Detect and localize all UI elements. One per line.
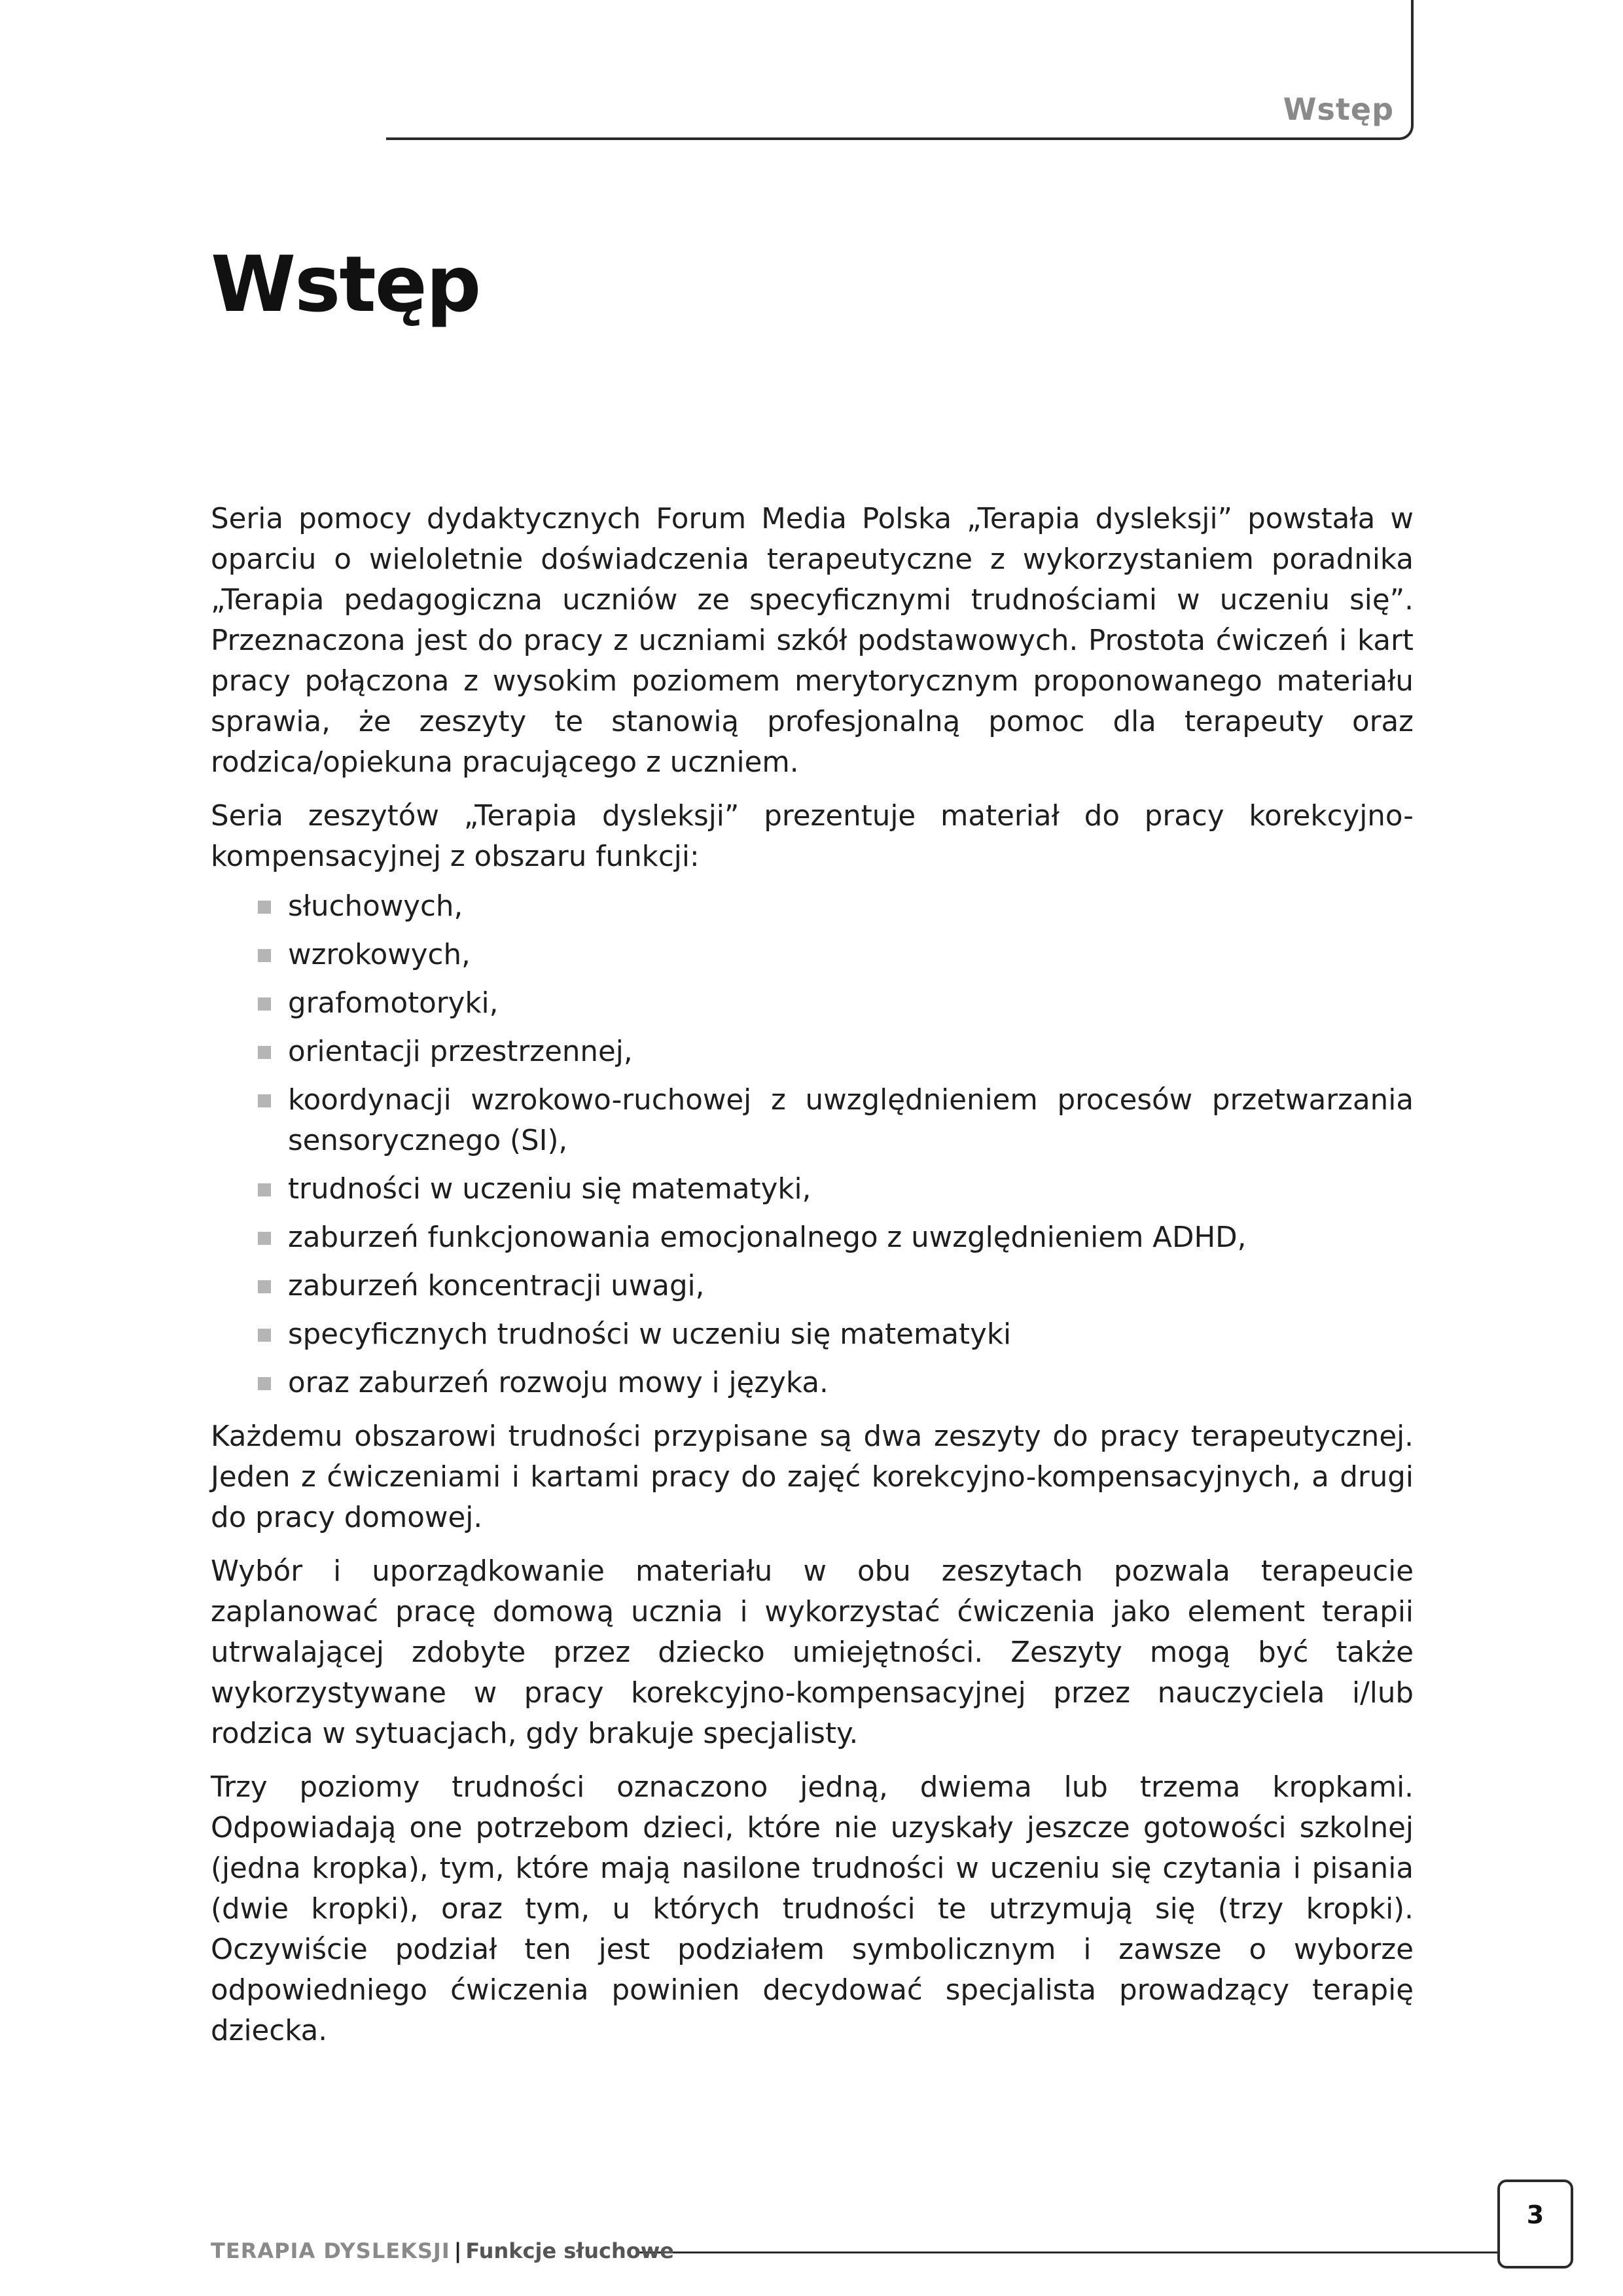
- square-bullet-icon: [258, 1329, 271, 1342]
- list-item: [211, 935, 1414, 975]
- page-title: Wstęp: [211, 239, 480, 329]
- list-item: [211, 886, 1414, 927]
- list-item-text: wzrokowych,: [288, 939, 471, 971]
- list-item-text: zaburzeń koncentracji uwagi,: [288, 1270, 705, 1302]
- list-item-text: grafomotoryki,: [288, 987, 499, 1020]
- footer: [211, 2238, 674, 2263]
- square-bullet-icon: [258, 1232, 271, 1245]
- list-item: [211, 1363, 1414, 1403]
- square-bullet-icon: [258, 1183, 271, 1196]
- list-item: [211, 1080, 1414, 1161]
- body-paragraph: Trzy poziomy trudności oznaczono jedną, dwiema lub trzema kropkami. Odpowiadają one potrzebom dzieci, które nie uzyskały jeszcze gotowości szkolnej (jedna kropka), tym, które mają nasilone trudności w uczeniu się czytania i pisania (dwie kropki), oraz tym, u których trudności te utrzymują się (trzy kropki). Oczywiście podział ten jest podziałem symbolicznym i zawsze o wyborze odpowiedniego ćwiczenia powinien decydować specjalista prowadzący terapię dziecka.: [211, 1771, 1414, 2047]
- intro-paragraph: Seria zeszytów „Terapia dysleksji” prezentuje materiał do pracy korekcyjno-kompensacyjnej z obszaru funkcji:: [211, 800, 1414, 873]
- list-item-text: zaburzeń funkcjonowania emocjonalnego z uwzględnieniem ADHD,: [288, 1221, 1247, 1254]
- functions-list: [211, 886, 1414, 1403]
- running-header-title: Wstęp: [1283, 92, 1394, 127]
- list-item-text: trudności w uczeniu się matematyki,: [288, 1173, 812, 1206]
- square-bullet-icon: [258, 1046, 271, 1059]
- footer-series-title: TERAPIA DYSLEKSJI: [211, 2238, 450, 2263]
- list-item-text: słuchowych,: [288, 890, 463, 923]
- body-paragraph: Wybór i uporządkowanie materiału w obu zeszytach pozwala terapeucie zaplanować pracę domową ucznia i wykorzystać ćwiczenia jako element terapii utrwalającej zdobyte przez dziecko umiejętności. Zeszyty mogą być także wykorzystywane w pracy korekcyjno-kompensacyjnej przez nauczyciela i/lub rodzica w sytuacjach, gdy brakuje specjalisty.: [211, 1555, 1414, 1750]
- list-item-text: oraz zaburzeń rozwoju mowy i języka.: [288, 1367, 829, 1399]
- list-item-text: koordynacji wzrokowo-ruchowej z uwzględnieniem procesów przetwarzania sensorycznego (SI),: [288, 1084, 1414, 1157]
- list-item: [211, 983, 1414, 1024]
- square-bullet-icon: [258, 901, 271, 914]
- footer-separator: |: [454, 2238, 462, 2263]
- footer-section-title: Funkcje słuchowe: [465, 2238, 674, 2263]
- list-item-text: orientacji przestrzennej,: [288, 1035, 633, 1068]
- square-bullet-icon: [258, 1280, 271, 1293]
- body-paragraph: Każdemu obszarowi trudności przypisane są dwa zeszyty do pracy terapeutycznej. Jeden z ćwiczeniami i kartami pracy do zajęć korekcyjno-kompensacyjnych, a drugi do pracy domowej.: [211, 1420, 1414, 1534]
- square-bullet-icon: [258, 1094, 271, 1107]
- list-item-text: specyficznych trudności w uczeniu się matematyki: [288, 1318, 1012, 1351]
- body-text: [211, 499, 1414, 2051]
- intro-paragraph: Seria pomocy dydaktycznych Forum Media Polska „Terapia dysleksji” powstała w oparciu o wieloletnie doświadczenia terapeutyczne z wykorzystaniem poradnika „Terapia pedagogiczna uczniów ze specyficznymi trudnościami w uczeniu się”. Przeznaczona jest do pracy z uczniami szkół podstawowych. Prostota ćwiczeń i kart pracy połączona z wysokim poziomem merytorycznym proponowanego materiału sprawia, że zeszyty te stanowią profesjonalną pomoc dla terapeuty oraz rodzica/opiekuna pracującego z uczniem.: [211, 503, 1414, 779]
- footer-rule: [639, 2251, 1497, 2253]
- list-item: [211, 1217, 1414, 1258]
- square-bullet-icon: [258, 949, 271, 962]
- page-number-box: [1497, 2179, 1573, 2269]
- page-number: 3: [1526, 2200, 1544, 2229]
- list-item: [211, 1031, 1414, 1072]
- list-item: [211, 1169, 1414, 1210]
- square-bullet-icon: [258, 1377, 271, 1390]
- list-item: [211, 1314, 1414, 1355]
- square-bullet-icon: [258, 997, 271, 1011]
- list-item: [211, 1266, 1414, 1306]
- header-rule: [386, 0, 1414, 140]
